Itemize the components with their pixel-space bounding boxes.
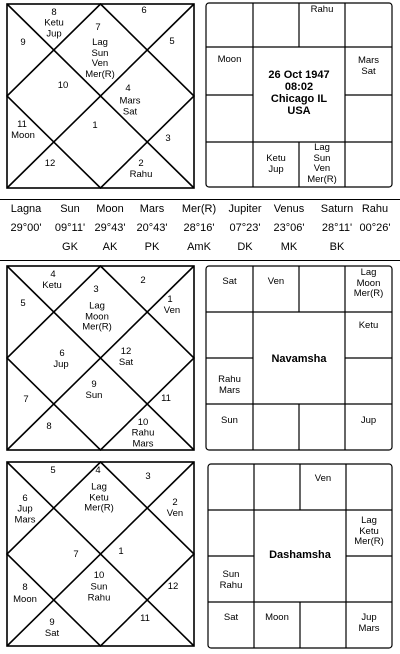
cell-bottom-4: Jup [360,415,377,426]
cell-top-3: Ven [314,473,332,484]
house-9-number: 9 [91,378,97,390]
house-7-number: 7 [95,21,101,33]
house-12-planets: Sat [118,356,134,368]
planet-names-row [0,203,400,219]
house-6-planets: Jup [53,358,69,370]
house-8-number: 8 [51,6,57,18]
cell-top-1: Sat [222,276,237,287]
house-9-number: 9 [20,36,26,48]
house-6-number: 6 [59,347,65,359]
cell-left-2: Sun Rahu [219,569,243,591]
house-3-number: 3 [145,470,151,482]
karaka-row [0,241,400,257]
cell-bottom-1: Sun [221,415,238,426]
karaka-label: DK [237,241,253,253]
house-2-number: 2 [172,496,178,508]
karaka-label: PK [144,241,160,253]
karaka-label: MK [280,241,298,253]
house-11-planets: Moon [11,129,35,141]
house-10-number: 10 [57,79,69,91]
cell-right-2: Lag Ketu Mer(R) [354,515,384,547]
house-4-planets: Ketu [42,279,62,291]
planet-degree: 00°26' [359,222,391,234]
navamsha-north-chart [6,265,195,451]
house-4-planets: Lag Ketu Mer(R) [84,481,114,514]
cell-bottom-4: Jup Mars [358,612,380,634]
house-8-planets: Ketu Jup [44,17,64,39]
planet-name: Sun [60,203,80,215]
house-1-number: 1 [167,293,173,305]
house-1-planets: Ven [163,304,181,316]
cell-left-2: Rahu Mars [218,374,241,396]
house-11-number: 11 [17,118,27,130]
house-8-number: 8 [22,581,28,593]
karaka-label: AK [102,241,118,253]
dashamsha-south-chart [207,463,393,649]
chart-title: Dashamsha [269,549,331,561]
house-11-number: 11 [140,612,150,624]
house-7-planets: Lag Sun Ven Mer(R) [85,37,115,80]
house-7-number: 7 [73,548,79,560]
house-4-number: 4 [50,268,56,280]
house-9-number: 9 [49,616,55,628]
house-2-planets: Rahu [129,168,153,180]
planet-degree: 28°11' [321,222,353,234]
cell-bottom-1: Sat [223,612,239,623]
house-6-planets: Jup Mars [14,503,36,525]
house-4-number: 4 [125,82,131,94]
planet-name: Venus [273,203,305,215]
house-4-number: 4 [95,464,101,476]
house-5-number: 5 [169,35,175,47]
house-1-number: 1 [118,545,124,557]
navamsha-south-chart [205,265,393,451]
house-5-number: 5 [50,464,56,476]
planet-name: Saturn [320,203,354,215]
house-5-number: 5 [20,297,26,309]
house-12-number: 12 [120,345,132,357]
house-8-planets: Moon [13,593,37,605]
planet-degree: 28°16' [183,222,215,234]
karaka-label: BK [329,241,345,253]
house-2-number: 2 [140,274,146,286]
planet-degree: 09°11' [54,222,86,234]
planet-name: Mer(R) [181,203,217,215]
cell-bottom-2: Ketu Jup [266,153,286,175]
chart-title: Navamsha [271,353,327,365]
cell-bottom-2: Moon [265,612,289,623]
house-3-number: 3 [165,132,171,144]
house-12-number: 12 [167,580,179,592]
house-10-planets: Rahu Mars [131,427,155,449]
house-10-number: 10 [93,569,105,581]
house-10-number: 10 [137,416,149,428]
rasi-north-chart [6,3,195,189]
birth-details: 26 Oct 1947 08:02 Chicago IL USA [268,69,330,117]
cell-bottom-3: Lag Sun Ven Mer(R) [307,142,337,185]
house-9-planets: Sun [85,389,103,401]
planet-name: Mars [139,203,165,215]
house-12-number: 12 [44,157,56,169]
house-7-number: 7 [23,393,29,405]
house-11-number: 11 [161,392,171,404]
house-2-number: 2 [138,157,144,169]
house-10-planets: Sun Rahu [87,581,111,603]
house-6-number: 6 [141,4,147,16]
cell-top-2: Ven [267,276,285,287]
planet-degree: 07°23' [229,222,261,234]
house-6-number: 6 [22,492,28,504]
karaka-label: GK [62,241,78,253]
cell-top-4: Lag Moon Mer(R) [353,267,384,299]
house-2-planets: Ven [166,507,184,519]
planet-degree: 20°43' [136,222,168,234]
dashamsha-north-chart [6,461,195,647]
planet-positions-table [0,199,400,261]
cell-mid-right: Mars Sat [357,55,380,77]
planet-degree: 23°06' [273,222,305,234]
house-9-planets: Sat [44,627,60,639]
planet-name: Moon [96,203,124,215]
house-4-planets: Mars Sat [119,95,141,117]
cell-mid-left: Moon [217,54,242,65]
cell-top-2: Rahu [310,4,334,15]
planet-name: Jupiter [228,203,262,215]
house-3-planets: Lag Moon Mer(R) [82,300,112,333]
planet-name: Lagna [10,203,42,215]
karaka-label: AmK [187,241,211,253]
cell-right-1: Ketu [358,320,379,331]
planet-degrees-row [0,222,400,238]
house-3-number: 3 [93,283,99,295]
rasi-south-chart [205,2,393,188]
house-8-number: 8 [46,420,52,432]
planet-degree: 29°00' [10,222,42,234]
house-1-number: 1 [92,119,98,131]
planet-degree: 29°43' [94,222,126,234]
planet-name: Rahu [361,203,389,215]
